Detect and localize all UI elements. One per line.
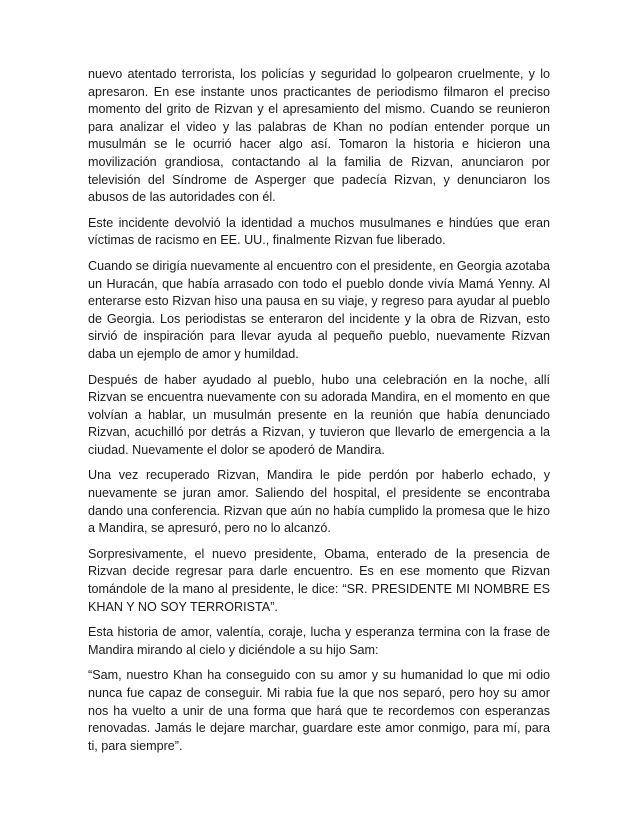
paragraph: Esta historia de amor, valentía, coraje, lucha y esperanza termina con la frase de Mandira mirando al cielo y diciéndole a su hijo Sam: xyxy=(88,625,550,657)
paragraph: Cuando se dirigía nuevamente al encuentro con el presidente, en Georgia azotaba un Huracán, que había arrasado con todo el pueblo donde vivía Mamá Yenny. Al enterarse esto Rizvan hiso una pausa en su viaje, y regreso para ayudar al pueblo de Georgia. Los periodistas se enteraron del incidente y la obra de Rizvan, esto sirvió de inspiración para llevar ayuda al pequeño pueblo, nuevamente Rizvan daba un ejemplo de amor y humildad. xyxy=(88,258,550,361)
paragraph: Este incidente devolvió la identidad a muchos musulmanes e hindúes que eran víctimas de racismo en EE. UU., finalmente Rizvan fue liberado. xyxy=(88,215,550,248)
paragraph: Después de haber ayudado al pueblo, hubo una celebración en la noche, allí Rizvan se encuentra nuevamente con su adorada Mandira, en el momento en que volvían a hablar, un musulmán presente en la reunión que había denunciado Rizvan, acuchilló por detrás a Rizvan, y tuvieron que llevarlo de emergencia a la ciudad. Nuevamente el dolor se apoderó de Mandira. xyxy=(88,372,550,457)
document-page xyxy=(88,66,550,763)
paragraph: Sorpresivamente, el nuevo presidente, Obama, enterado de la presencia de Rizvan decide regresar para darle encuentro. Es en ese momento que Rizvan tomándole de la mano al presidente, le dice: “SR. PRESIDENTE MI NOMBRE ES KHAN Y NO SOY TERRORISTA”. xyxy=(88,546,550,614)
paragraph: Una vez recuperado Rizvan, Mandira le pide perdón por haberlo echado, y nuevamente se juran amor. Saliendo del hospital, el presidente se encontraba dando una conferencia. Rizvan que aún no había cumplido la promesa que le hizo a Mandira, se apresuró, pero no lo alcanzó. xyxy=(88,468,550,536)
paragraph: nuevo atentado terrorista, los policías y seguridad lo golpearon cruelmente, y lo apresaron. En ese instante unos practicantes de periodismo filmaron el preciso momento del grito de Rizvan y el apresamiento del mismo. Cuando se reunieron para analizar el video y las palabras de Khan no podían entender porque un musulmán se le ocurrió hacer algo así. Tomaron la historia e hicieron una movilización grandiosa, contactando al la familia de Rizvan, anunciaron por televisión del Síndrome de Asperger que padecía Rizvan, y denunciaron los abusos de las autoridades con él. xyxy=(88,67,550,205)
paragraph: “Sam, nuestro Khan ha conseguido con su amor y su humanidad lo que mi odio nunca fue capaz de conseguir. Mi rabia fue la que nos separó, pero hoy su amor nos ha vuelto a unir de una forma que hará que te recordemos con esperanzas renovadas. Jamás le dejare marchar, guardare este amor conmigo, para mí, para ti, para siempre”. xyxy=(88,668,550,753)
